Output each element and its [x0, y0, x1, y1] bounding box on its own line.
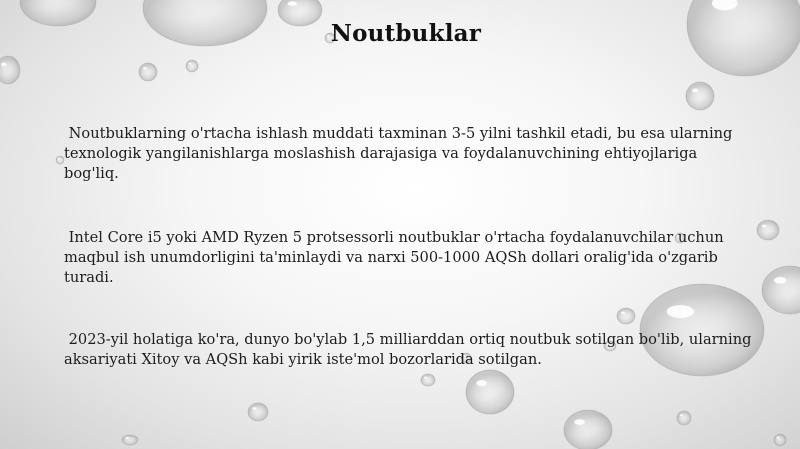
water-drop-icon	[686, 82, 714, 110]
water-drop-icon	[762, 266, 800, 314]
water-drop-icon	[0, 56, 20, 84]
paragraph-sales: 2023-yil holatiga ko'ra, dunyo bo'ylab 1,5 milliarddan ortiq noutbuk sotilgan bo'lib, ularning aksariyati Xitoy va AQSh kabi yirik iste'mol bozorlarida sotilgan.	[64, 331, 757, 368]
water-drop-icon	[757, 220, 779, 240]
water-drop-icon	[564, 410, 612, 449]
water-drop-icon	[139, 63, 157, 81]
water-drop-icon	[56, 156, 64, 164]
paragraph-lifespan: Noutbuklarning o'rtacha ishlash muddati taxminan 3-5 yilni tashkil etadi, bu esa ularning texnologik yangilanishlarga moslashish darajasiga va foydalanuvchining ehtiyojlariga bog'liq.	[64, 125, 737, 182]
slide-title: Noutbuklar	[330, 20, 482, 47]
water-drop-icon	[466, 370, 514, 414]
water-drop-icon	[617, 308, 635, 324]
water-drop-icon	[421, 374, 435, 386]
water-drop-icon	[186, 60, 198, 72]
paragraph-processors: Intel Core i5 yoki AMD Ryzen 5 protsessorli noutbuklar o'rtacha foydalanuvchilar uchun maqbul ish unumdorligini ta'minlaydi va narxi 500-1000 AQSh dollari oralig'ida o'zgarib turadi.	[64, 229, 729, 286]
water-drop-icon	[248, 403, 268, 421]
water-drop-icon	[122, 435, 138, 445]
water-drop-icon	[774, 434, 786, 446]
water-drop-icon	[677, 411, 691, 425]
